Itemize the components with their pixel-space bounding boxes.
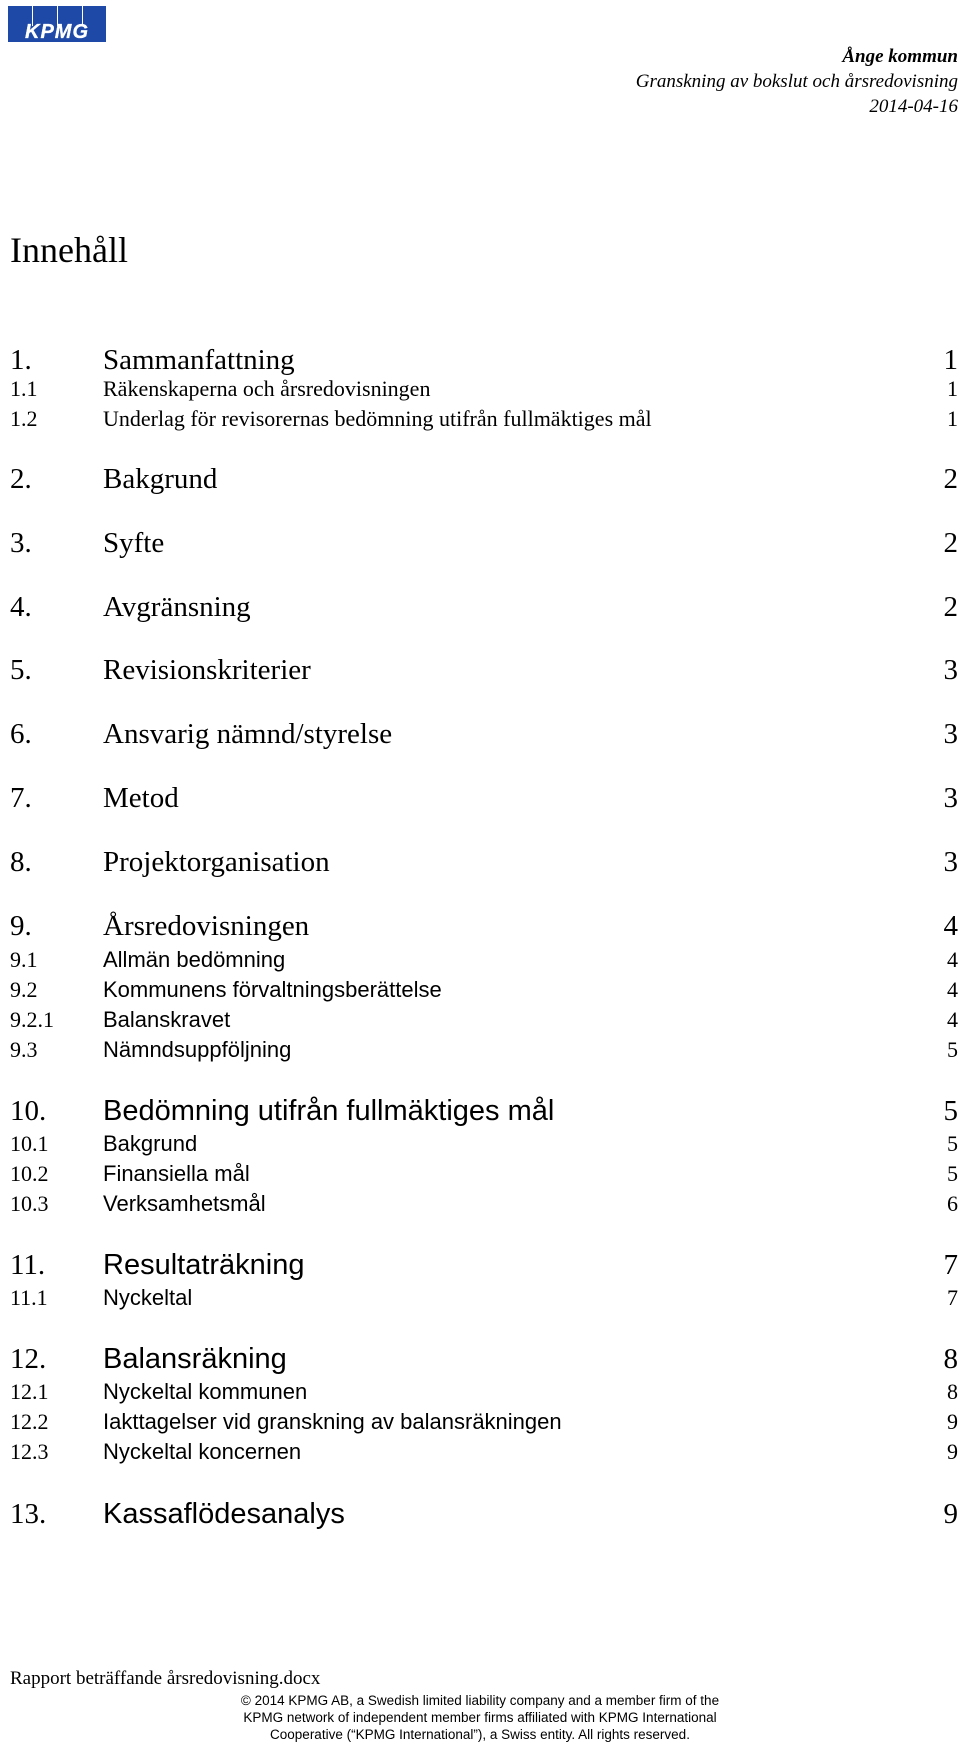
toc-entry[interactable] (10, 1249, 958, 1282)
toc-entry-number: 9.2 (10, 977, 38, 1002)
logo-lettering: KPMG (25, 21, 89, 42)
toc-entry-number: 10. (10, 1095, 47, 1127)
toc-entry-page: 7 (947, 1285, 958, 1310)
toc-entry-page: 1 (943, 344, 958, 376)
toc-entry-number: 11. (10, 1249, 46, 1281)
toc-entry-number: 5. (10, 654, 32, 686)
toc-entry-title: Bakgrund (103, 1131, 198, 1156)
toc-entry-page: 5 (947, 1037, 958, 1062)
toc-entry[interactable] (10, 718, 958, 751)
toc-entry[interactable] (10, 1409, 958, 1435)
toc-entry-number: 1. (10, 344, 32, 376)
toc-entry-number: 10.1 (10, 1131, 49, 1156)
toc-entry-number: 7. (10, 782, 32, 814)
toc-entry-title: Kassaflödesanalys (103, 1498, 345, 1530)
toc-entry-title: Bedömning utifrån fullmäktiges mål (103, 1095, 555, 1127)
toc-entry-number: 3. (10, 527, 32, 559)
toc-entry[interactable] (10, 376, 958, 402)
toc-entry[interactable] (10, 1498, 958, 1531)
toc-entry-title: Räkenskaperna och årsredovisningen (103, 376, 431, 401)
legal-line-3: Cooperative (“KPMG International”), a Swiss entity. All rights reserved. (270, 1727, 690, 1742)
toc-entry[interactable] (10, 527, 958, 560)
footer-filename: Rapport beträffande årsredovisning.docx (10, 1668, 321, 1689)
toc-entry-title: Projektorganisation (103, 846, 330, 878)
toc-entry-number: 11.1 (10, 1285, 48, 1310)
toc-entry[interactable] (10, 591, 958, 624)
toc-entry-title: Balansräkning (103, 1343, 287, 1375)
toc-entry-title: Avgränsning (103, 591, 251, 623)
toc-entry[interactable] (10, 463, 958, 496)
toc-entry-page: 7 (943, 1249, 958, 1281)
toc-entry-number: 6. (10, 718, 32, 750)
toc-entry-page: 5 (943, 1095, 958, 1127)
toc-entry[interactable] (10, 782, 958, 815)
toc-entry-page: 5 (947, 1131, 958, 1156)
toc-entry-title: Finansiella mål (103, 1161, 250, 1186)
toc-entry[interactable] (10, 1131, 958, 1157)
toc-entry[interactable] (10, 406, 958, 432)
toc-entry-number: 12.3 (10, 1439, 49, 1464)
toc-entry[interactable] (10, 977, 958, 1003)
document-header (636, 44, 958, 119)
toc-entry-number: 4. (10, 591, 32, 623)
toc-entry-page: 2 (943, 463, 958, 495)
toc-entry-page: 4 (947, 947, 958, 972)
footer-legal-notice (150, 1692, 810, 1743)
toc-entry-title: Underlag för revisorernas bedömning utifrån fullmäktiges mål (103, 406, 652, 431)
toc-entry-page: 9 (947, 1409, 958, 1434)
toc-entry-title: Resultaträkning (103, 1249, 305, 1281)
legal-line-1: © 2014 KPMG AB, a Swedish limited liability company and a member firm of the (240, 1693, 720, 1708)
toc-entry-title: Bakgrund (103, 463, 218, 495)
toc-entry-number: 1.1 (10, 376, 38, 401)
toc-entry-number: 10.2 (10, 1161, 49, 1186)
toc-entry-number: 9.3 (10, 1037, 38, 1062)
toc-entry-title: Sammanfattning (103, 344, 295, 376)
toc-entry-number: 12.1 (10, 1379, 49, 1404)
toc-entry[interactable] (10, 654, 958, 687)
toc-entry-title: Nyckeltal (103, 1285, 193, 1310)
toc-entry-page: 3 (943, 782, 958, 814)
toc-entry-number: 1.2 (10, 406, 38, 431)
toc-entry-page: 4 (947, 1007, 958, 1032)
toc-entry-page: 1 (947, 376, 958, 401)
toc-entry-page: 8 (947, 1379, 958, 1404)
toc-entry-page: 6 (947, 1191, 958, 1216)
toc-entry-page: 4 (947, 977, 958, 1002)
toc-entry-title: Balanskravet (103, 1007, 231, 1032)
legal-line-2: KPMG network of independent member firms affiliated with KPMG International (243, 1710, 717, 1725)
toc-entry[interactable] (10, 1379, 958, 1405)
toc-entry-title: Årsredovisningen (103, 910, 310, 942)
toc-entry[interactable] (10, 1343, 958, 1376)
toc-entry-title: Ansvarig nämnd/styrelse (103, 718, 393, 750)
toc-entry-number: 10.3 (10, 1191, 49, 1216)
toc-entry[interactable] (10, 910, 958, 943)
toc-entry[interactable] (10, 947, 958, 973)
toc-entry-number: 9.1 (10, 947, 38, 972)
toc-entry-title: Allmän bedömning (103, 947, 286, 972)
toc-entry-title: Revisionskriterier (103, 654, 311, 686)
toc-entry[interactable] (10, 1007, 958, 1033)
toc-entry-page: 2 (943, 591, 958, 623)
toc-entry-page: 9 (947, 1439, 958, 1464)
toc-entry-page: 1 (947, 406, 958, 431)
toc-entry[interactable] (10, 846, 958, 879)
toc-entry-title: Nyckeltal koncernen (103, 1439, 302, 1464)
toc-entry-number: 12.2 (10, 1409, 49, 1434)
toc-entry-page: 2 (943, 527, 958, 559)
toc-entry-page: 4 (943, 910, 958, 942)
toc-entry-page: 3 (943, 718, 958, 750)
toc-entry[interactable] (10, 1285, 958, 1311)
toc-entry-title: Metod (103, 782, 179, 814)
toc-entry-page: 5 (947, 1161, 958, 1186)
toc-entry-number: 2. (10, 463, 32, 495)
page-title: Innehåll (10, 230, 128, 270)
toc-entry-page: 3 (943, 846, 958, 878)
toc-entry-title: Kommunens förvaltningsberättelse (103, 977, 442, 1002)
toc-entry-page: 8 (943, 1343, 958, 1375)
toc-entry-title: Verksamhetsmål (103, 1191, 266, 1216)
toc-entry[interactable] (10, 1439, 958, 1465)
toc-entry-title: Nyckeltal kommunen (103, 1379, 308, 1404)
toc-entry-number: 9. (10, 910, 32, 942)
toc-entry-title: Nämndsuppföljning (103, 1037, 292, 1062)
toc-entry-title: Syfte (103, 527, 165, 559)
report-subject: Granskning av bokslut och årsredovisning (635, 71, 958, 92)
report-date: 2014-04-16 (869, 96, 958, 117)
toc-entry[interactable] (10, 344, 958, 377)
toc-entry-number: 9.2.1 (10, 1007, 54, 1032)
toc-entry-number: 13. (10, 1498, 47, 1530)
toc-entry-number: 8. (10, 846, 32, 878)
toc-entry-page: 9 (943, 1498, 958, 1530)
toc-entry[interactable] (10, 1191, 958, 1217)
kpmg-logo (8, 6, 106, 42)
toc-entry-title: Iakttagelser vid granskning av balansräkningen (103, 1409, 562, 1434)
toc-entry-page: 3 (943, 654, 958, 686)
toc-entry[interactable] (10, 1037, 958, 1063)
toc-entry-number: 12. (10, 1343, 47, 1375)
municipality-name: Ånge kommun (842, 46, 958, 67)
toc-entry[interactable] (10, 1095, 958, 1128)
toc-entry[interactable] (10, 1161, 958, 1187)
